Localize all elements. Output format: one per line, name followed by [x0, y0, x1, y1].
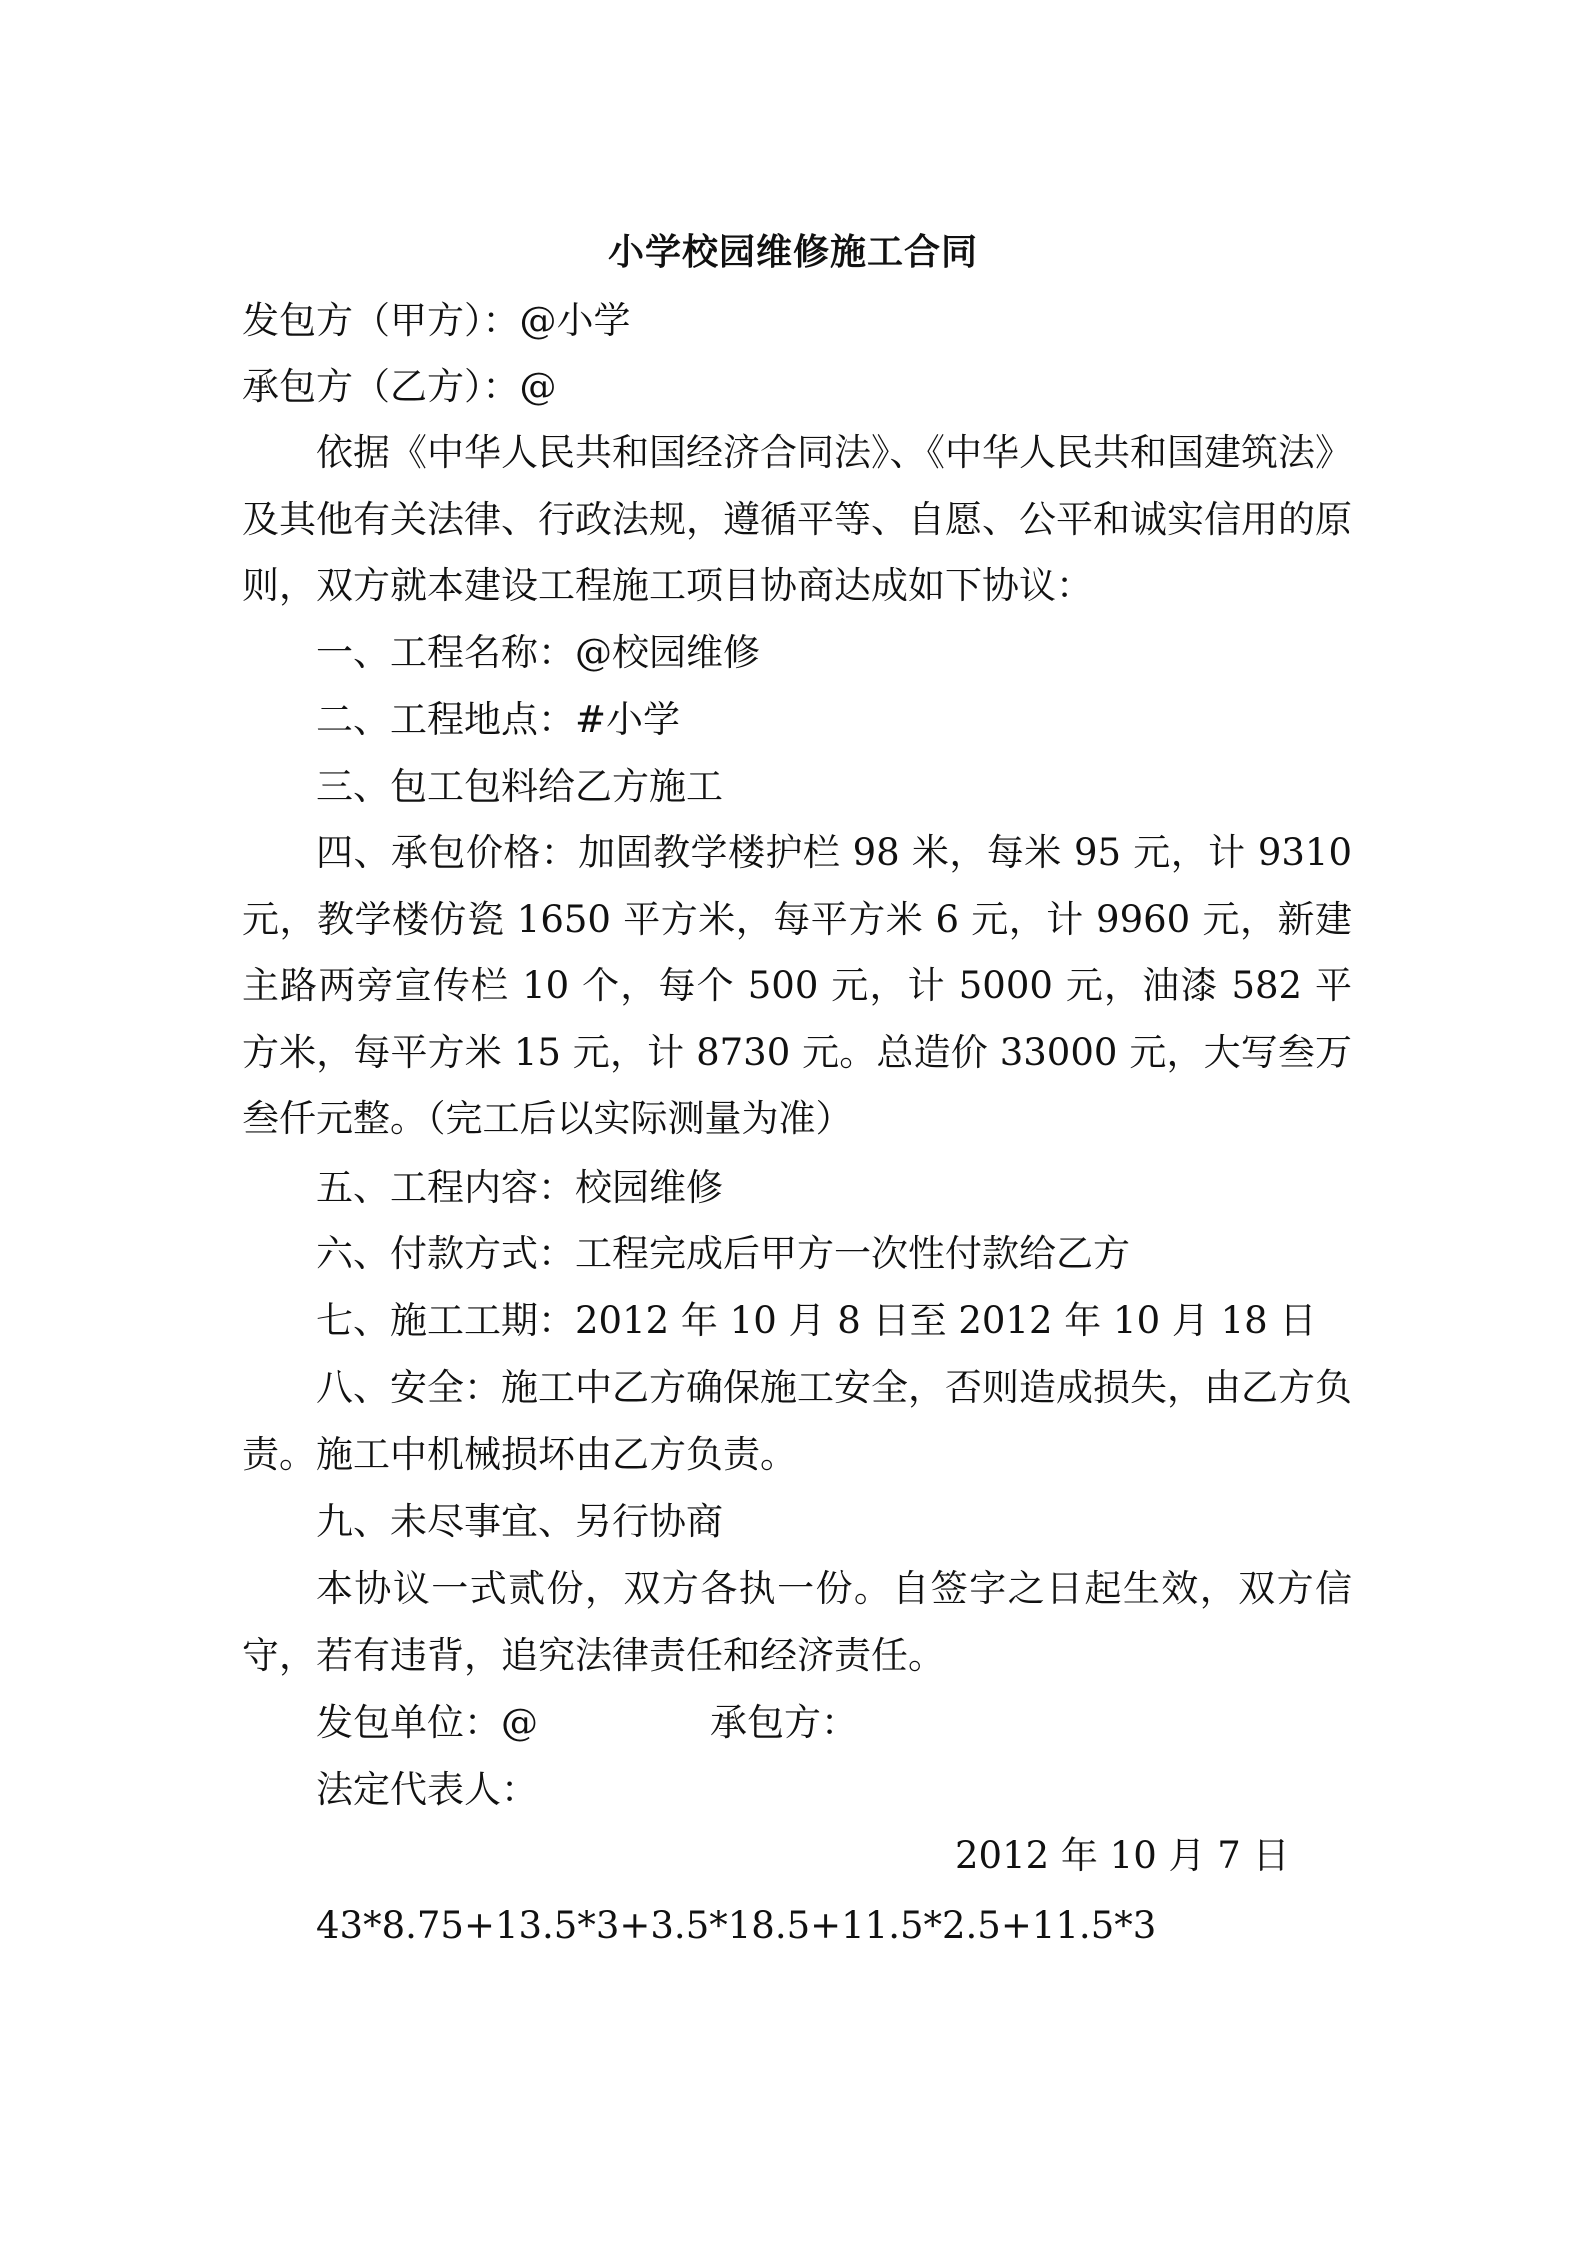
signature-date: 2012 年 10 月 7 日	[955, 1834, 1290, 1877]
clause-project-content: 五、工程内容：校园维修	[316, 1166, 723, 1209]
party-b-line: 承包方（乙方）：@	[242, 365, 557, 408]
clause-contract-type: 三、包工包料给乙方施工	[316, 765, 723, 808]
calculation-note: 43*8.75+13.5*3+3.5*18.5+11.5*2.5+11.5*3	[316, 1904, 1157, 1947]
document-title: 小学校园维修施工合同	[607, 231, 978, 273]
clause-project-name: 一、工程名称：@校园维修	[316, 631, 760, 674]
party-a-line: 发包方（甲方）：@小学	[242, 299, 631, 342]
clause-project-location: 二、工程地点：#小学	[316, 698, 681, 741]
signature-legal-representative: 法定代表人：	[316, 1768, 538, 1811]
signature-contractor: 承包方：	[710, 1701, 858, 1744]
signature-employer: 发包单位：@	[316, 1701, 538, 1744]
clause-construction-period: 七、施工工期：2012 年 10 月 8 日至 2012 年 10 月 18 日	[316, 1299, 1317, 1342]
clause-contract-price: 四、承包价格：加固教学楼护栏 98 米，每米 95 元，计 9310 元，教学楼仿瓷 1650 平方米，每平方米 6 元，计 9960 元，新建主路两旁宣传栏 10 个，每个 500 元，计 5000 元，油漆 582 平方米，每平方米 15 元，计 8730 元。总造价 33000 元，大写叁万叁仟元整。（完工后以实际测量为准）	[242, 831, 1352, 1140]
clause-safety: 八、安全：施工中乙方确保施工安全，否则造成损失，由乙方负责。施工中机械损坏由乙方负责。	[242, 1366, 1352, 1476]
clause-payment-method: 六、付款方式：工程完成后甲方一次性付款给乙方	[316, 1232, 1130, 1275]
clause-other-matters: 九、未尽事宜、另行协商	[316, 1500, 723, 1543]
preamble-paragraph: 依据《中华人民共和国经济合同法》、《中华人民共和国建筑法》及其他有关法律、行政法规，遵循平等、自愿、公平和诚实信用的原则，双方就本建设工程施工项目协商达成如下协议：	[242, 431, 1352, 607]
closing-paragraph: 本协议一式贰份，双方各执一份。自签字之日起生效，双方信守，若有违背，追究法律责任和经济责任。	[242, 1567, 1352, 1677]
